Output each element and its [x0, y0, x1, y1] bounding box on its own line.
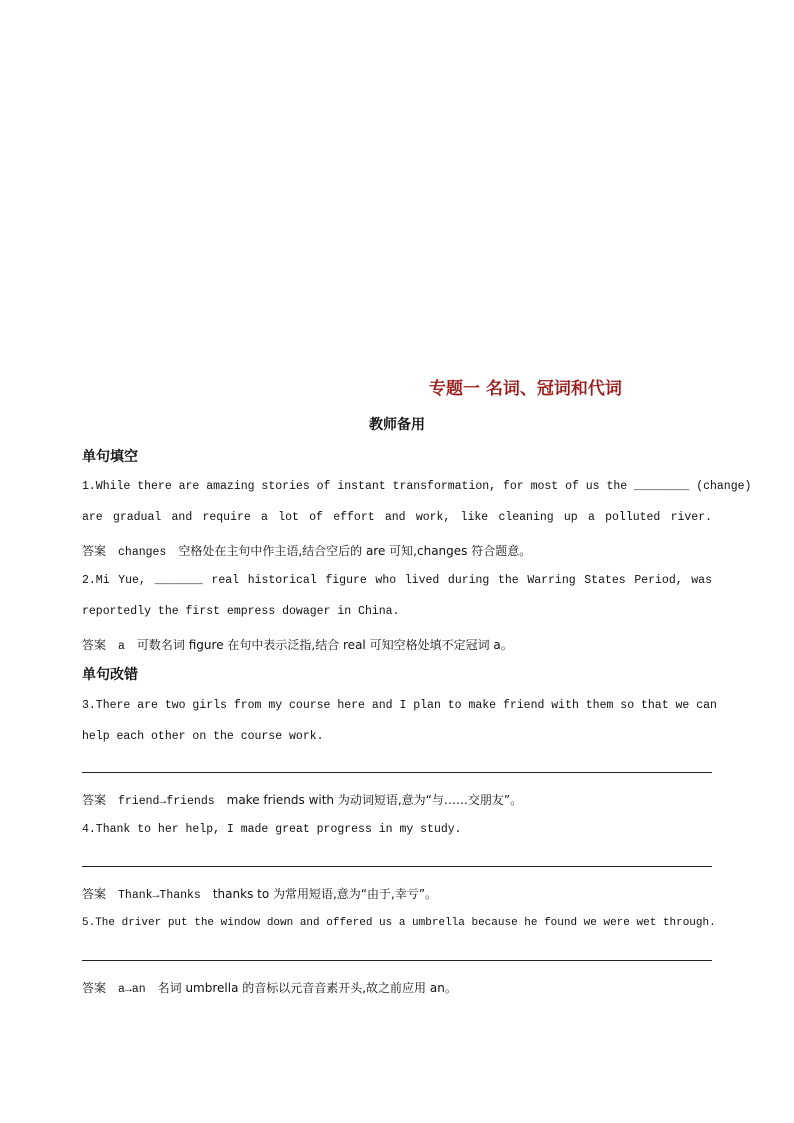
answer-2-explanation: 可数名词 figure 在句中表示泛指,结合 real 可知空格处填不定冠词 a。	[136, 638, 513, 652]
answer-3-explanation: make friends with 为动词短语,意为“与……交朋友”。	[226, 793, 523, 807]
answer-divider	[82, 960, 712, 961]
question-5-line-1: 5.The driver put the window down and offered us a umbrella because he found we were wet through.	[82, 917, 716, 929]
page-title: 专题一 名词、冠词和代词	[429, 379, 622, 399]
answer-label: 答案	[82, 638, 107, 652]
answer-5-explanation: 名词 umbrella 的音标以元音音素开头,故之前应用 an。	[157, 981, 457, 995]
question-1-line-1: 1.While there are amazing stories of instant transformation, for most of us the ________ (change)	[82, 480, 752, 493]
answer-label: 答案	[82, 887, 107, 901]
answer-1	[82, 542, 722, 559]
question-3-line-2: help each other on the course work.	[82, 730, 324, 743]
answer-divider	[82, 866, 712, 867]
answer-1-value: changes	[118, 546, 167, 559]
answer-divider	[82, 772, 712, 773]
question-4-line-1: 4.Thank to her help, I made great progress in my study.	[82, 823, 462, 836]
question-2-line-1: 2.Mi Yue, _______ real historical figure who lived during the Warring States Period, was	[82, 574, 712, 587]
answer-2-value: a	[118, 640, 125, 653]
answer-4-explanation: thanks to 为常用短语,意为“由于,幸亏”。	[212, 887, 438, 901]
answer-3	[82, 791, 722, 808]
answer-5-value: a→an	[118, 983, 146, 996]
answer-3-value: friend→friends	[118, 795, 215, 808]
answer-label: 答案	[82, 544, 107, 558]
section-heading-correction: 单句改错	[82, 667, 138, 683]
answer-5	[82, 979, 722, 996]
answer-4	[82, 885, 722, 902]
answer-label: 答案	[82, 981, 107, 995]
question-2-line-2: reportedly the first empress dowager in China.	[82, 605, 400, 618]
answer-2	[82, 636, 722, 653]
answer-label: 答案	[82, 793, 107, 807]
question-1-line-2: are gradual and require a lot of effort and work, like cleaning up a polluted river.	[82, 511, 712, 524]
page-subtitle: 教师备用	[369, 417, 425, 433]
section-heading-fill-in: 单句填空	[82, 449, 138, 465]
answer-4-value: Thank→Thanks	[118, 889, 201, 902]
question-3-line-1: 3.There are two girls from my course here and I plan to make friend with them so that we can	[82, 699, 717, 712]
answer-1-explanation: 空格处在主句中作主语,结合空后的 are 可知,changes 符合题意。	[178, 544, 532, 558]
